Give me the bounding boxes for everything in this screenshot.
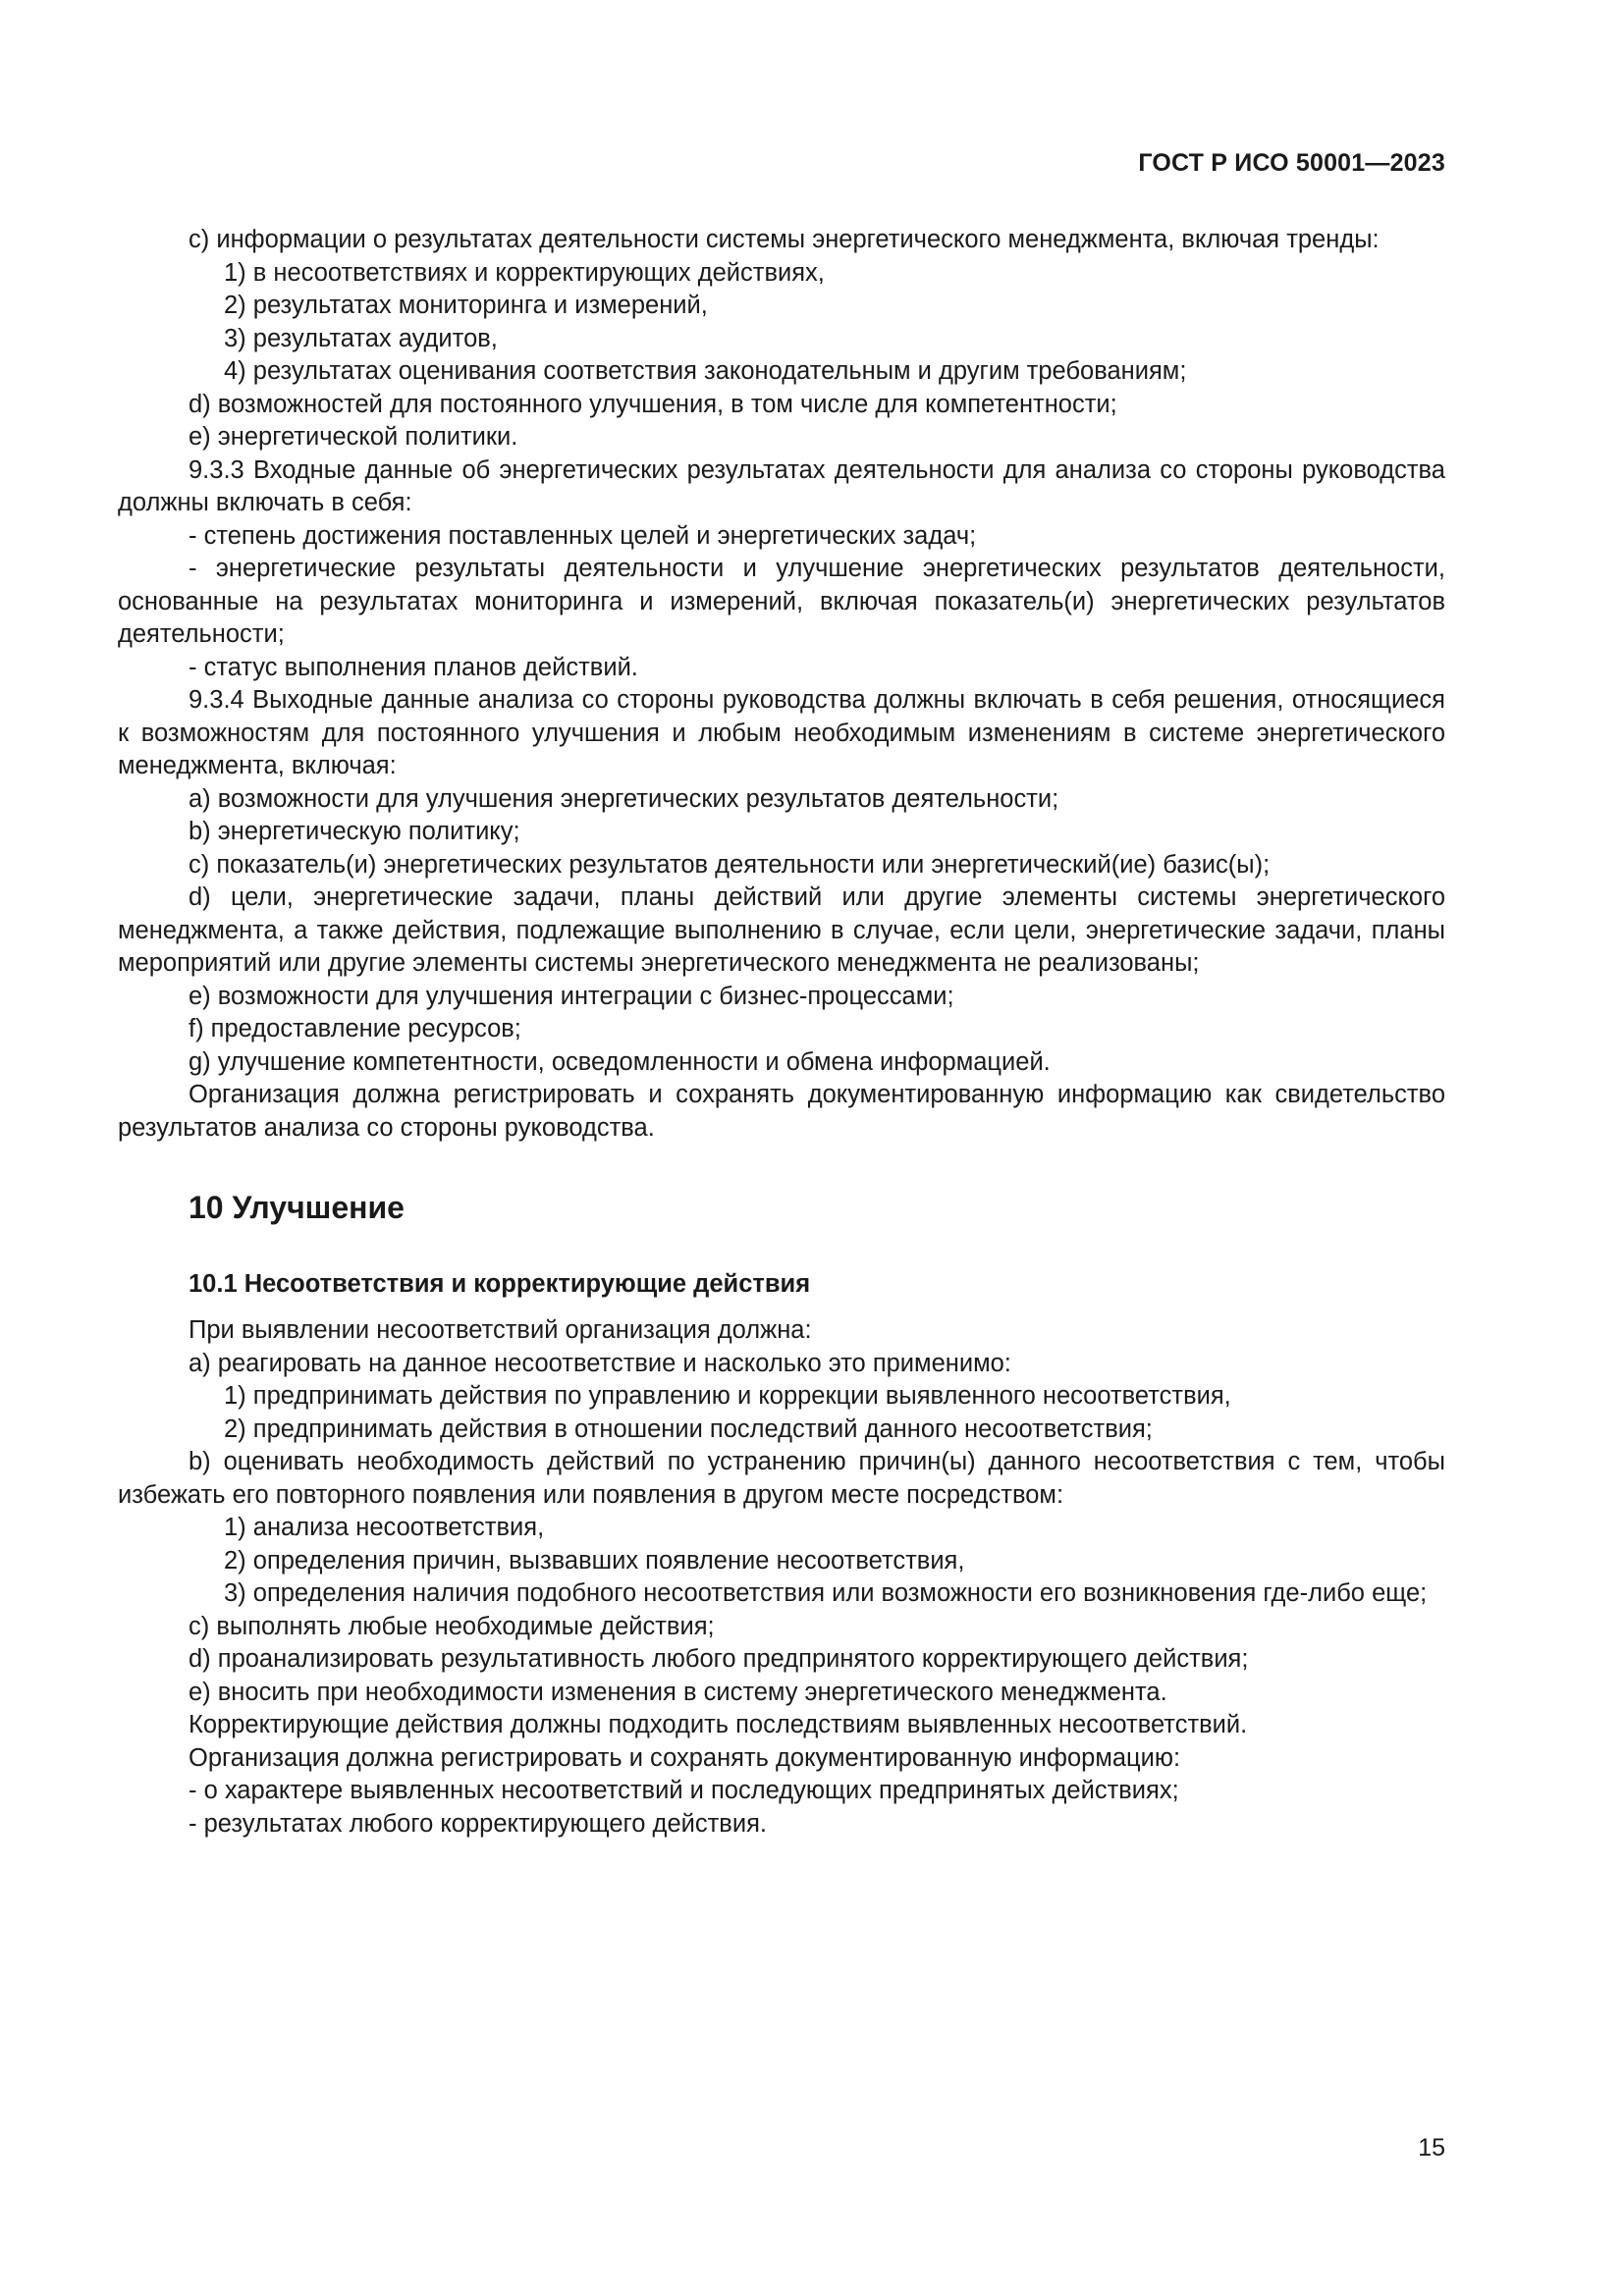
clause-9-3-3: 9.3.3 Входные данные об энергетических результатах деятельности для анализа со стороны руководства должны включать в себя: [118,455,1445,516]
list-item: e) вносить при необходимости изменения в систему энергетического менеджмента. [189,1678,1167,1706]
list-item: d) цели, энергетические задачи, планы действий или другие элементы системы энергетического менеджмента, а также действия, подлежащие выполнению в случае, если цели, энергетические задачи, планы мероприятий или другие элементы системы энергетического менеджмента не реализованы; [118,883,1445,977]
document-header: ГОСТ Р ИСО 50001—2023 [1138,149,1445,177]
list-item: 3) определения наличия подобного несоответствия или возможности его возникновения где-либо еще; [224,1579,1428,1607]
list-item: d) возможностей для постоянного улучшения, в том числе для компетентности; [189,390,1117,418]
list-item: 1) предпринимать действия по управлению и коррекции выявленного несоответствия, [224,1382,1231,1410]
list-item: 1) анализа несоответствия, [224,1514,545,1541]
paragraph-record-info: Организация должна регистрировать и сохранять документированную информацию как свидетельство результатов анализа со стороны руководства. [118,1081,1445,1142]
list-item: - энергетические результаты деятельности и улучшение энергетических результатов деятельности, основанные на результатах мониторинга и измерений, включая показатель(и) энергетических результатов деятельности; [118,555,1445,648]
page-number: 15 [1418,2134,1445,2162]
subsection-title: 10.1 Несоответствия и корректирующие действия [189,1270,811,1298]
list-item: 2) результатах мониторинга и измерений, [224,292,708,319]
paragraph-c-information: c) информации о результатах деятельности системы энергетического менеджмента, включая тренды: [189,226,1380,253]
list-item: c) показатель(и) энергетических результатов деятельности или энергетический(ие) базис(ы); [189,850,1271,879]
list-item: d) проанализировать результативность любого предпринятого корректирующего действия; [189,1645,1249,1673]
paragraph-corrective: Корректирующие действия должны подходить последствиям выявленных несоответствий. [189,1711,1248,1738]
list-item: b) оценивать необходимость действий по устранению причин(ы) данного несоответствия с тем, чтобы избежать его повторного появления или появления в другом месте посредством: [118,1448,1445,1509]
list-item: - степень достижения поставленных целей и энергетических задач; [189,521,977,550]
list-item: 3) результатах аудитов, [224,324,498,352]
paragraph-record: Организация должна регистрировать и сохранять документированную информацию: [189,1743,1181,1772]
paragraph-intro: При выявлении несоответствий организация должна: [189,1316,812,1344]
list-item: 2) определения причин, вызвавших появление несоответствия, [224,1546,965,1575]
list-item: a) возможности для улучшения энергетических результатов деятельности; [189,784,1059,813]
list-item: c) выполнять любые необходимые действия; [189,1612,715,1640]
list-item: 1) в несоответствиях и корректирующих действиях, [224,258,825,287]
list-item: 2) предпринимать действия в отношении последствий данного несоответствия; [224,1415,1153,1443]
list-item: 4) результатах оценивания соответствия законодательным и другим требованиям; [224,357,1187,385]
list-item: e) энергетической политики. [189,423,518,451]
section-title: 10 Улучшение [189,1190,405,1225]
list-item: a) реагировать на данное несоответствие и насколько это применимо: [189,1349,1011,1377]
page-content [118,224,1445,1841]
list-item: - результатах любого корректирующего действия. [189,1809,767,1838]
list-item: f) предоставление ресурсов; [189,1015,521,1042]
list-item: b) энергетическую политику; [189,818,520,845]
clause-9-3-4: 9.3.4 Выходные данные анализа со стороны руководства должны включать в себя решения, относящиеся к возможностям для постоянного улучшения и любым необходимым изменениям в системе энергетического менеджмента, включая: [118,686,1445,779]
list-item: g) улучшение компетентности, осведомленности и обмена информацией. [189,1047,1051,1076]
list-item: - о характере выявленных несоответствий и последующих предпринятых действиях; [189,1777,1179,1804]
list-item: - статус выполнения планов действий. [189,653,638,681]
list-item: e) возможности для улучшения интеграции с бизнес-процессами; [189,982,954,1010]
